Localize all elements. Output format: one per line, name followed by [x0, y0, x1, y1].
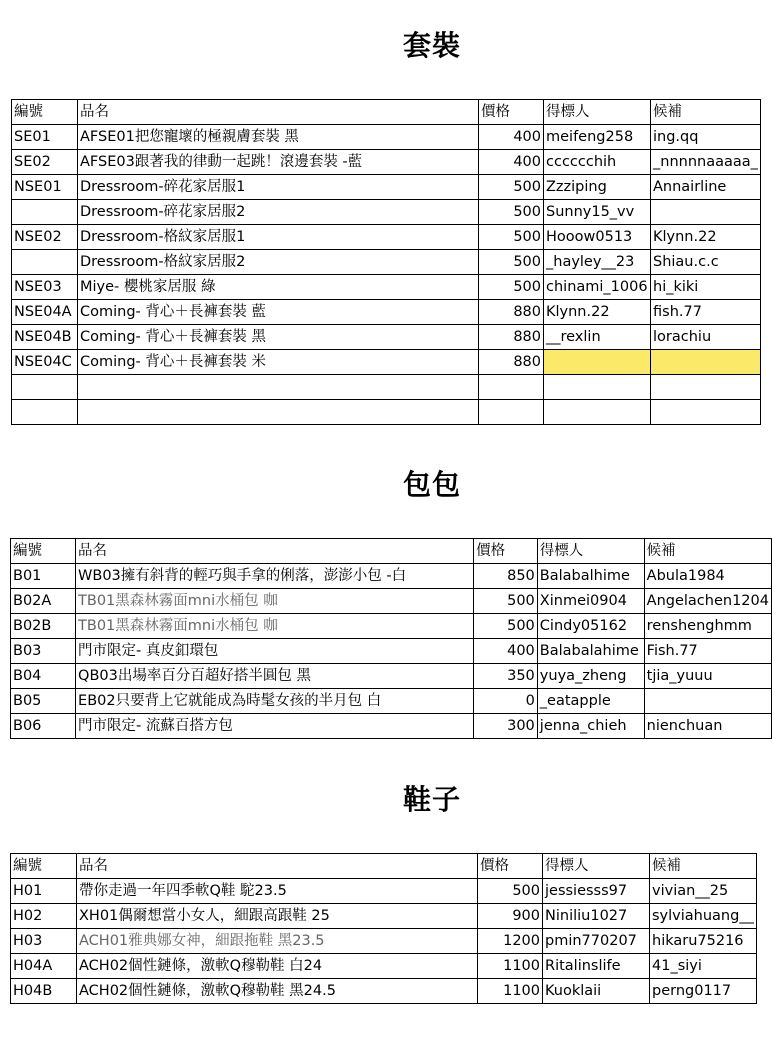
header-id: 編號: [12, 100, 78, 125]
item-backup[interactable]: Annairline: [651, 175, 761, 200]
header-backup: 候補: [644, 539, 771, 564]
item-backup[interactable]: hikaru75216: [650, 929, 757, 954]
item-price[interactable]: 0: [474, 689, 538, 714]
table-row: [11, 954, 757, 979]
header-id: 編號: [11, 854, 77, 879]
item-name[interactable]: AFSE01把您寵壞的極親膚套裝 黑: [78, 125, 479, 150]
item-id[interactable]: NSE04C: [12, 350, 78, 375]
item-backup[interactable]: hi_kiki: [651, 275, 761, 300]
item-winner[interactable]: chinami_1006: [544, 275, 651, 300]
item-name[interactable]: TB01黑森林霧面mni水桶包 咖: [76, 614, 474, 639]
header-row: [11, 854, 757, 879]
table-row: [12, 325, 761, 350]
table-row: [12, 275, 761, 300]
item-price[interactable]: 1100: [478, 954, 543, 979]
item-id[interactable]: H04B: [11, 979, 77, 1004]
item-price[interactable]: [479, 400, 544, 425]
table-row: [12, 300, 761, 325]
item-winner[interactable]: Ritalinslife: [543, 954, 650, 979]
item-id[interactable]: NSE04A: [12, 300, 78, 325]
item-name[interactable]: Dressroom-格紋家居服1: [78, 225, 479, 250]
table-row: [11, 904, 757, 929]
item-id[interactable]: H03: [11, 929, 77, 954]
item-price[interactable]: 880: [479, 350, 544, 375]
item-backup[interactable]: lorachiu: [651, 325, 761, 350]
item-price[interactable]: 500: [478, 879, 543, 904]
item-name[interactable]: ACH01雅典娜女神，細跟拖鞋 黑23.5: [77, 929, 478, 954]
item-id[interactable]: [12, 200, 78, 225]
item-price[interactable]: 300: [474, 714, 538, 739]
item-name[interactable]: 帶你走過一年四季軟Q鞋 駝23.5: [77, 879, 478, 904]
table-row: [11, 664, 772, 689]
item-id[interactable]: NSE01: [12, 175, 78, 200]
item-name[interactable]: Coming- 背心＋長褲套裝 藍: [78, 300, 479, 325]
header-price: 價格: [474, 539, 538, 564]
item-id[interactable]: NSE03: [12, 275, 78, 300]
table-row: [12, 250, 761, 275]
item-backup[interactable]: Fish.77: [644, 639, 771, 664]
header-price: 價格: [479, 100, 544, 125]
item-winner[interactable]: Hooow0513: [544, 225, 651, 250]
item-price[interactable]: 400: [474, 639, 538, 664]
header-backup: 候補: [651, 100, 761, 125]
item-winner[interactable]: Zzziping: [544, 175, 651, 200]
table-row: [11, 589, 772, 614]
item-backup[interactable]: _nnnnnaaaaa_: [651, 150, 761, 175]
item-backup[interactable]: perng0117: [650, 979, 757, 1004]
item-name[interactable]: QB03出場率百分百超好搭半圓包 黑: [76, 664, 474, 689]
item-winner[interactable]: jenna_chieh: [537, 714, 644, 739]
item-backup[interactable]: tjia_yuuu: [644, 664, 771, 689]
item-winner[interactable]: [544, 375, 651, 400]
header-winner: 得標人: [543, 854, 650, 879]
item-name[interactable]: WB03擁有斜背的輕巧與手拿的俐落，澎澎小包 -白: [76, 564, 474, 589]
item-price[interactable]: 1200: [478, 929, 543, 954]
table-row-empty: [12, 400, 761, 425]
suits-table: [11, 99, 761, 425]
item-backup[interactable]: Abula1984: [644, 564, 771, 589]
item-backup[interactable]: [651, 200, 761, 225]
item-price[interactable]: 1100: [478, 979, 543, 1004]
item-backup[interactable]: Angelachen1204: [644, 589, 771, 614]
item-winner-highlighted[interactable]: [544, 350, 651, 375]
item-price[interactable]: 500: [474, 589, 538, 614]
item-id[interactable]: B02B: [11, 614, 76, 639]
item-backup[interactable]: nienchuan: [644, 714, 771, 739]
shoes-table: [10, 853, 757, 1004]
item-winner[interactable]: Cindy05162: [537, 614, 644, 639]
section-title-shoes: 鞋子: [402, 783, 461, 816]
item-price[interactable]: 500: [479, 250, 544, 275]
item-winner[interactable]: meifeng258: [544, 125, 651, 150]
bags-table: [10, 538, 772, 739]
table-row: [12, 150, 761, 175]
item-backup-highlighted[interactable]: [651, 350, 761, 375]
header-winner: 得標人: [537, 539, 644, 564]
header-backup: 候補: [650, 854, 757, 879]
item-price[interactable]: 350: [474, 664, 538, 689]
table-row: [12, 200, 761, 225]
item-name[interactable]: Dressroom-碎花家居服2: [78, 200, 479, 225]
header-name: 品名: [76, 539, 474, 564]
item-name[interactable]: Dressroom-格紋家居服2: [78, 250, 479, 275]
item-price[interactable]: 500: [479, 200, 544, 225]
item-name[interactable]: XH01偶爾想當小女人，細跟高跟鞋 25: [77, 904, 478, 929]
table-row: [11, 639, 772, 664]
header-price: 價格: [478, 854, 543, 879]
item-backup[interactable]: [644, 689, 771, 714]
item-id[interactable]: B02A: [11, 589, 76, 614]
item-backup[interactable]: renshenghmm: [644, 614, 771, 639]
item-id[interactable]: SE01: [12, 125, 78, 150]
item-id[interactable]: B03: [11, 639, 76, 664]
header-name: 品名: [77, 854, 478, 879]
section-title-suits: 套裝: [402, 29, 461, 62]
item-id[interactable]: H04A: [11, 954, 77, 979]
section-title-bags: 包包: [402, 468, 461, 501]
item-id[interactable]: B06: [11, 714, 76, 739]
item-name[interactable]: EB02只要背上它就能成為時髦女孩的半月包 白: [76, 689, 474, 714]
table-row: [11, 979, 757, 1004]
item-backup[interactable]: vivian__25: [650, 879, 757, 904]
item-name[interactable]: ACH02個性鏈條，激軟Q穆勒鞋 黑24.5: [77, 979, 478, 1004]
table-row: [11, 879, 757, 904]
item-name[interactable]: AFSE03跟著我的律動一起跳！滾邊套裝 -藍: [78, 150, 479, 175]
header-id: 編號: [11, 539, 76, 564]
item-winner[interactable]: pmin770207: [543, 929, 650, 954]
item-backup[interactable]: fish.77: [651, 300, 761, 325]
item-price[interactable]: 900: [478, 904, 543, 929]
item-winner[interactable]: Klynn.22: [544, 300, 651, 325]
item-winner[interactable]: Sunny15_vv: [544, 200, 651, 225]
item-id[interactable]: NSE02: [12, 225, 78, 250]
table-row: [11, 714, 772, 739]
table-row: [12, 125, 761, 150]
item-name[interactable]: ACH02個性鏈條，激軟Q穆勒鞋 白24: [77, 954, 478, 979]
item-backup[interactable]: 41_siyi: [650, 954, 757, 979]
table-row: [11, 689, 772, 714]
item-id[interactable]: SE02: [12, 150, 78, 175]
item-id[interactable]: B04: [11, 664, 76, 689]
table-row: [11, 564, 772, 589]
item-price[interactable]: 400: [479, 125, 544, 150]
item-winner[interactable]: _hayley__23: [544, 250, 651, 275]
item-name[interactable]: 門市限定- 流蘇百搭方包: [76, 714, 474, 739]
item-backup[interactable]: Klynn.22: [651, 225, 761, 250]
header-row: [11, 539, 772, 564]
item-id[interactable]: H02: [11, 904, 77, 929]
item-price[interactable]: 880: [479, 325, 544, 350]
table-row: [12, 350, 761, 375]
item-winner[interactable]: Balabalahime: [537, 639, 644, 664]
item-id[interactable]: [12, 400, 78, 425]
item-backup[interactable]: [651, 375, 761, 400]
item-id[interactable]: [12, 250, 78, 275]
item-id[interactable]: [12, 375, 78, 400]
item-name[interactable]: Miye- 櫻桃家居服 綠: [78, 275, 479, 300]
table-row-empty: [12, 375, 761, 400]
item-name[interactable]: TB01黑森林霧面mni水桶包 咖: [76, 589, 474, 614]
item-name[interactable]: [78, 400, 479, 425]
item-price[interactable]: 500: [479, 175, 544, 200]
table-row: [11, 614, 772, 639]
item-winner[interactable]: Xinmei0904: [537, 589, 644, 614]
item-winner[interactable]: jessiesss97: [543, 879, 650, 904]
item-name[interactable]: Coming- 背心＋長褲套裝 黑: [78, 325, 479, 350]
item-id[interactable]: B01: [11, 564, 76, 589]
item-price[interactable]: 500: [479, 225, 544, 250]
item-name[interactable]: 門市限定- 真皮釦環包: [76, 639, 474, 664]
table-row: [11, 929, 757, 954]
item-backup[interactable]: [651, 400, 761, 425]
header-winner: 得標人: [544, 100, 651, 125]
item-id[interactable]: H01: [11, 879, 77, 904]
item-price[interactable]: 400: [479, 150, 544, 175]
item-price[interactable]: 500: [479, 275, 544, 300]
table-row: [12, 225, 761, 250]
item-winner[interactable]: Balabalhime: [537, 564, 644, 589]
item-backup[interactable]: sylviahuang__: [650, 904, 757, 929]
item-id[interactable]: B05: [11, 689, 76, 714]
item-winner[interactable]: cccccchih: [544, 150, 651, 175]
item-winner[interactable]: Niniliu1027: [543, 904, 650, 929]
item-winner[interactable]: [544, 400, 651, 425]
header-name: 品名: [78, 100, 479, 125]
item-price[interactable]: 880: [479, 300, 544, 325]
item-winner[interactable]: __rexlin: [544, 325, 651, 350]
item-name[interactable]: Dressroom-碎花家居服1: [78, 175, 479, 200]
item-winner[interactable]: yuya_zheng: [537, 664, 644, 689]
item-id[interactable]: NSE04B: [12, 325, 78, 350]
item-backup[interactable]: ing.qq: [651, 125, 761, 150]
item-price[interactable]: 500: [474, 614, 538, 639]
item-name[interactable]: [78, 375, 479, 400]
item-winner[interactable]: Kuoklaii: [543, 979, 650, 1004]
item-price[interactable]: [479, 375, 544, 400]
header-row: [12, 100, 761, 125]
table-row: [12, 175, 761, 200]
item-winner[interactable]: _eatapple: [537, 689, 644, 714]
item-name[interactable]: Coming- 背心＋長褲套裝 米: [78, 350, 479, 375]
item-price[interactable]: 850: [474, 564, 538, 589]
item-backup[interactable]: Shiau.c.c: [651, 250, 761, 275]
